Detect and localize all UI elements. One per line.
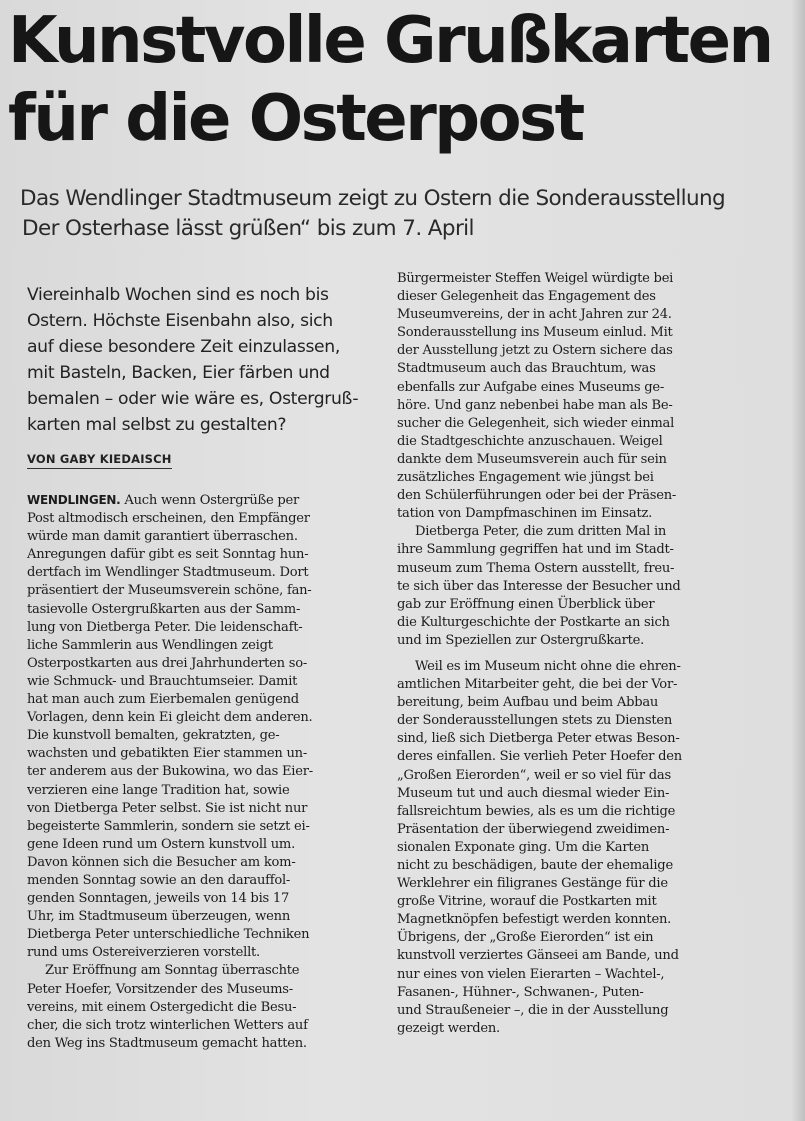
- subheadline: [20, 184, 790, 244]
- body-line: rund ums Ostereiverzieren vorstellt.: [27, 945, 260, 961]
- body-line: Museum tut und auch diesmal wieder Ein-: [397, 785, 670, 801]
- lead-line: Ostern. Höchste Eisenbahn also, sich: [27, 311, 333, 331]
- body-line: sucher die Gelegenheit, sich wieder einmal: [397, 415, 675, 431]
- headline-line-1: Kunstvolle Grußkarten: [8, 4, 772, 78]
- body-line: Post altmodisch erscheinen, den Empfänger: [27, 511, 310, 527]
- body-line: den Weg ins Stadtmuseum gemacht hatten.: [27, 1035, 307, 1051]
- body-line: tasievolle Ostergrußkarten aus der Samm-: [27, 601, 301, 617]
- right-column: [397, 270, 739, 1038]
- body-line: wie Schmuck- und Brauchtumseier. Damit: [27, 673, 298, 689]
- body-line: gezeigt werden.: [397, 1020, 500, 1036]
- body-line: menden Sonntag sowie an den darauffol-: [27, 872, 291, 888]
- body-line: zusätzliches Engagement wie jüngst bei: [397, 470, 654, 486]
- body-line: Dietberga Peter, die zum dritten Mal in: [415, 524, 667, 540]
- body-line: höre. Und ganz nebenbei habe man als Be-: [397, 397, 673, 413]
- body-line: nur eines von vielen Eierarten – Wachtel-,: [397, 966, 665, 982]
- scan-edge-shadow: [791, 0, 805, 1121]
- body-line: Vorlagen, denn kein Ei gleicht dem anderen.: [27, 710, 313, 726]
- body-line: Fasanen-, Hühner-, Schwanen-, Puten-: [397, 984, 644, 1000]
- body-line: der Ausstellung jetzt zu Ostern sichere das: [397, 343, 673, 359]
- body-line: Weil es im Museum nicht ohne die ehren-: [415, 658, 681, 674]
- body-line: Davon können sich die Besucher am kom-: [27, 854, 296, 870]
- body-line: Peter Hoefer, Vorsitzender des Museums-: [27, 981, 293, 997]
- body-line: amtlichen Mitarbeiter geht, die bei der Vor-: [397, 677, 678, 693]
- body-line: Stadtmuseum auch das Brauchtum, was: [397, 361, 656, 377]
- body-line: dertfach im Wendlinger Stadtmuseum. Dort: [27, 565, 309, 581]
- body-line: begeisterte Sammlerin, sondern sie setzt ei-: [27, 818, 310, 834]
- body-line: kunstvoll verziertes Gänseei am Bande, und: [397, 948, 679, 964]
- body-line: Magnetknöpfen befestigt werden konnten.: [397, 912, 672, 928]
- body-line: würde man damit garantiert überraschen.: [27, 529, 298, 545]
- body-line: Anregungen dafür gibt es seit Sonntag hun-: [27, 547, 309, 563]
- body-line: Übrigens, der „Große Eierorden“ ist ein: [397, 930, 654, 946]
- lead-line: mit Basteln, Backen, Eier färben und: [27, 363, 330, 383]
- body-line: museum zum Thema Ostern ausstellt, freu-: [397, 560, 675, 576]
- headline-line-2: für die Osterpost: [8, 82, 583, 156]
- body-line: den Schülerführungen oder bei der Präsen-: [397, 488, 677, 504]
- body-line: große Vitrine, worauf die Postkarten mit: [397, 894, 657, 910]
- body-line: vereins, mit einem Ostergedicht die Besu-: [27, 999, 297, 1015]
- body-line: der Sonderausstellungen stets zu Diensten: [397, 713, 673, 729]
- body-line: von Dietberga Peter selbst. Sie ist nicht nur: [27, 800, 308, 816]
- body-line: die Kulturgeschichte der Postkarte an sich: [397, 614, 670, 630]
- body-line: genden Sonntagen, jeweils von 14 bis 17: [27, 891, 290, 907]
- body-line: fallsreichtum bewies, als es um die richtige: [397, 803, 676, 819]
- body-line: „Großen Eierorden“, weil er so viel für das: [397, 767, 671, 783]
- body-line: Die kunstvoll bemalten, gekratzten, ge-: [27, 728, 280, 744]
- body-line: dankte dem Museumsverein auch für sein: [397, 451, 667, 467]
- headline: [8, 2, 798, 158]
- lead-paragraph: [27, 282, 367, 438]
- left-column: [27, 276, 367, 1053]
- lead-line: karten mal selbst zu gestalten?: [27, 415, 287, 435]
- body-line: die Stadtgeschichte anzuschauen. Weigel: [397, 433, 663, 449]
- body-line: ihre Sammlung gegriffen hat und im Stadt-: [397, 542, 674, 558]
- body-line: dieser Gelegenheit das Engagement des: [397, 289, 656, 305]
- body-line: cher, die sich trotz winterlichen Wetters auf: [27, 1017, 308, 1033]
- lead-line: Viereinhalb Wochen sind es noch bis: [27, 285, 329, 305]
- right-column-body: [397, 270, 739, 1038]
- body-line: deres einfallen. Sie verlieh Peter Hoefer den: [397, 749, 682, 765]
- body-line: lung von Dietberga Peter. Die leidenschaft-: [27, 619, 303, 635]
- body-line: Osterpostkarten aus drei Jahrhunderten so-: [27, 655, 308, 671]
- body-line: und Straußeneier –, die in der Ausstellung: [397, 1002, 669, 1018]
- lead-line: bemalen – oder wie wäre es, Ostergruß-: [27, 389, 359, 409]
- body-line: tation von Dampfmaschinen im Einsatz.: [397, 506, 653, 522]
- body-line: gab zur Eröffnung einen Überblick über: [397, 596, 655, 612]
- body-line: ebenfalls zur Aufgabe eines Museums ge-: [397, 379, 665, 395]
- subheadline-line-2: Der Osterhase lässt grüßen“ bis zum 7. April: [22, 216, 474, 241]
- left-column-body: [27, 491, 367, 1053]
- body-line: Werklehrer ein filigranes Gestänge für die: [397, 876, 668, 892]
- lead-line: auf diese besondere Zeit einzulassen,: [27, 337, 340, 357]
- body-line: te sich über das Interesse der Besucher und: [397, 578, 681, 594]
- body-line: bereitung, beim Aufbau und beim Abbau: [397, 695, 659, 711]
- body-line: Sonderausstellung ins Museum einlud. Mit: [397, 325, 673, 341]
- body-line: ter anderem aus der Bukowina, wo das Eier-: [27, 764, 313, 780]
- body-line: Dietberga Peter unterschiedliche Techniken: [27, 927, 310, 943]
- body-line: liche Sammlerin aus Wendlingen zeigt: [27, 637, 273, 653]
- body-line: Museumvereins, der in acht Jahren zur 24.: [397, 307, 672, 323]
- body-line: sionalen Exponate ging. Um die Karten: [397, 839, 650, 855]
- body-line: und im Speziellen zur Ostergrußkarte.: [397, 632, 645, 648]
- body-line-text: Auch wenn Ostergrüße per: [120, 493, 300, 508]
- body-line: Präsentation der überwiegend zweidimen-: [397, 821, 670, 837]
- body-line: Zur Eröffnung am Sonntag überraschte: [45, 963, 300, 979]
- body-line: sind, ließ sich Dietberga Peter etwas Beson-: [397, 731, 680, 747]
- body-line: Uhr, im Stadtmuseum überzeugen, wenn: [27, 909, 291, 925]
- body-line: gene Ideen rund um Ostern kunstvoll um.: [27, 836, 295, 852]
- body-line: [27, 491, 367, 510]
- dateline: WENDLINGEN.: [27, 493, 121, 507]
- body-line: nicht zu beschädigen, baute der ehemalige: [397, 858, 673, 873]
- body-line: Bürgermeister Steffen Weigel würdigte bei: [397, 271, 674, 286]
- body-line: wachsten und gebatikten Eier stammen un-: [27, 746, 307, 762]
- body-line: präsentiert der Museumsverein schöne, fan-: [27, 583, 312, 599]
- body-line: hat man auch zum Eierbemalen genügend: [27, 692, 299, 708]
- subheadline-line-1: Das Wendlinger Stadtmuseum zeigt zu Ostern die Sonderausstellung: [20, 186, 726, 211]
- author-byline: VON GABY KIEDAISCH: [27, 452, 172, 469]
- body-line: verzieren eine lange Tradition hat, sowie: [27, 782, 290, 798]
